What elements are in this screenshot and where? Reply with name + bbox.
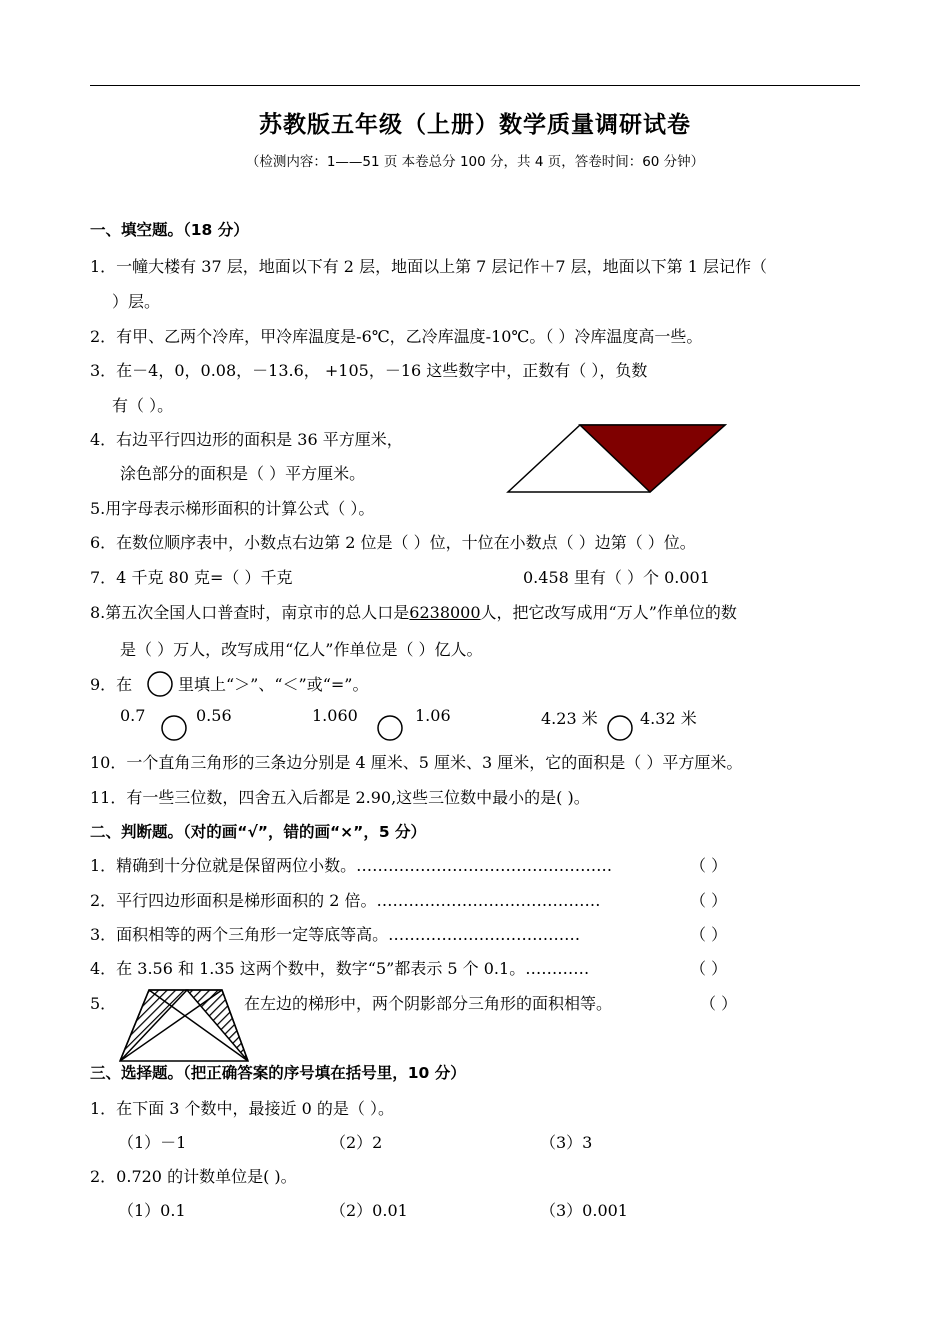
q10: 10．一个直角三角形的三条边分别是 4 厘米、5 厘米、3 厘米，它的面积是（ ）平方厘米。	[90, 753, 743, 772]
q7-part-a: 7．4 千克 80 克=（ ）千克	[90, 568, 293, 587]
q9-suffix: 里填上“＞”、“＜”或“=”。	[178, 675, 369, 694]
q11: 11．有一些三位数，四舍五入后都是 2.90,这些三位数中最小的是( )。	[90, 788, 590, 807]
q4-line1: 4．右边平行四边形的面积是 36 平方厘米，	[90, 430, 403, 449]
q9-pair1-left: 0.7	[120, 706, 146, 725]
judge-item-1: 1．精确到十分位就是保留两位小数。…………………………………………	[90, 856, 613, 875]
judge-item-5-text: 在左边的梯形中，两个阴影部分三角形的面积相等。	[244, 994, 613, 1013]
q9-pair1-right: 0.56	[196, 706, 232, 725]
q8-population-number: 6238000	[409, 603, 481, 622]
section3-heading: 三、选择题。（把正确答案的序号填在括号里，10 分）	[90, 1064, 466, 1082]
choice-q2-option-2[interactable]: （2）0.01	[330, 1201, 408, 1220]
q9-pair3-right: 4.32 米	[640, 709, 697, 728]
compare-circle-icon[interactable]	[606, 714, 634, 742]
judge-paren-3[interactable]: （ ）	[690, 925, 728, 944]
q8-line1-end: 人，把它改写成用“万人”作单位的数	[480, 603, 737, 622]
judge-paren-1[interactable]: （ ）	[690, 856, 728, 875]
parallelogram-figure	[500, 420, 730, 495]
page-title: 苏教版五年级（上册）数学质量调研试卷	[259, 112, 691, 138]
q4-line2: 涂色部分的面积是（ ）平方厘米。	[120, 464, 366, 483]
section1-heading: 一、填空题。（18 分）	[90, 221, 249, 239]
choice-q2: 2．0.720 的计数单位是( )。	[90, 1167, 297, 1186]
choice-q1-option-1[interactable]: （1）－1	[118, 1133, 187, 1152]
judge-item-4: 4．在 3.56 和 1.35 这两个数中，数字“5”都表示 5 个 0.1。…………	[90, 959, 590, 978]
choice-q1-option-3[interactable]: （3）3	[540, 1133, 593, 1152]
q1-line2: ）层。	[112, 292, 161, 311]
q9-circle-icon	[146, 670, 174, 698]
q3-line2: 有（ ）。	[112, 396, 174, 415]
q7-part-b: 0.458 里有（ ）个 0.001	[523, 568, 710, 587]
hatched-triangle-right	[187, 990, 248, 1061]
q9-pair3-left: 4.23 米	[541, 709, 598, 728]
section2-heading: 二、判断题。（对的画“√”，错的画“×”，5 分）	[90, 823, 427, 841]
q8-line1	[90, 600, 737, 623]
q5: 5.用字母表示梯形面积的计算公式（ ）。	[90, 499, 375, 518]
judge-item-5-number: 5．	[90, 994, 117, 1013]
compare-circle-icon[interactable]	[160, 714, 188, 742]
q6: 6．在数位顺序表中，小数点右边第 2 位是（ ）位，十位在小数点（ ）边第（ ）位。	[90, 533, 696, 552]
q9-prefix: 9．在	[90, 675, 133, 694]
header-rule	[90, 85, 860, 86]
choice-q2-option-3[interactable]: （3）0.001	[540, 1201, 628, 1220]
judge-paren-5[interactable]: （ ）	[700, 994, 738, 1013]
judge-paren-2[interactable]: （ ）	[690, 891, 728, 910]
page-subtitle: （检测内容：1——51 页 本卷总分 100 分，共 4 页，答卷时间：60 分钟）	[245, 154, 705, 170]
judge-item-2: 2．平行四边形面积是梯形面积的 2 倍。……………………………………	[90, 891, 601, 910]
judge-paren-4[interactable]: （ ）	[690, 959, 728, 978]
q3-line1: 3．在－4，0，0.08，－13.6， +105，－16 这些数字中，正数有（ ），负数	[90, 361, 648, 380]
trapezoid-figure	[112, 985, 257, 1065]
q9-pair2-left: 1.060	[312, 706, 358, 725]
compare-circle-icon[interactable]	[376, 714, 404, 742]
choice-q1-option-2[interactable]: （2）2	[330, 1133, 383, 1152]
shaded-triangle	[580, 425, 725, 492]
hatched-triangle-left	[120, 990, 187, 1061]
judge-item-3: 3．面积相等的两个三角形一定等底等高。………………………………	[90, 925, 581, 944]
choice-q2-option-1[interactable]: （1）0.1	[118, 1201, 186, 1220]
q1-line1: 1．一幢大楼有 37 层，地面以下有 2 层，地面以上第 7 层记作＋7 层，地面以下第 1 层记作（	[90, 257, 768, 276]
q9-pair2-right: 1.06	[415, 706, 451, 725]
q2: 2．有甲、乙两个冷库，甲冷库温度是-6℃，乙冷库温度-10℃。（ ）冷库温度高一些。	[90, 327, 703, 346]
q8-line1-start: 8.第五次全国人口普查时，南京市的总人口是	[90, 603, 410, 622]
choice-q1: 1．在下面 3 个数中，最接近 0 的是（ ）。	[90, 1099, 394, 1118]
q8-line2: 是（ ）万人，改写成用“亿人”作单位是（ ）亿人。	[120, 640, 483, 659]
